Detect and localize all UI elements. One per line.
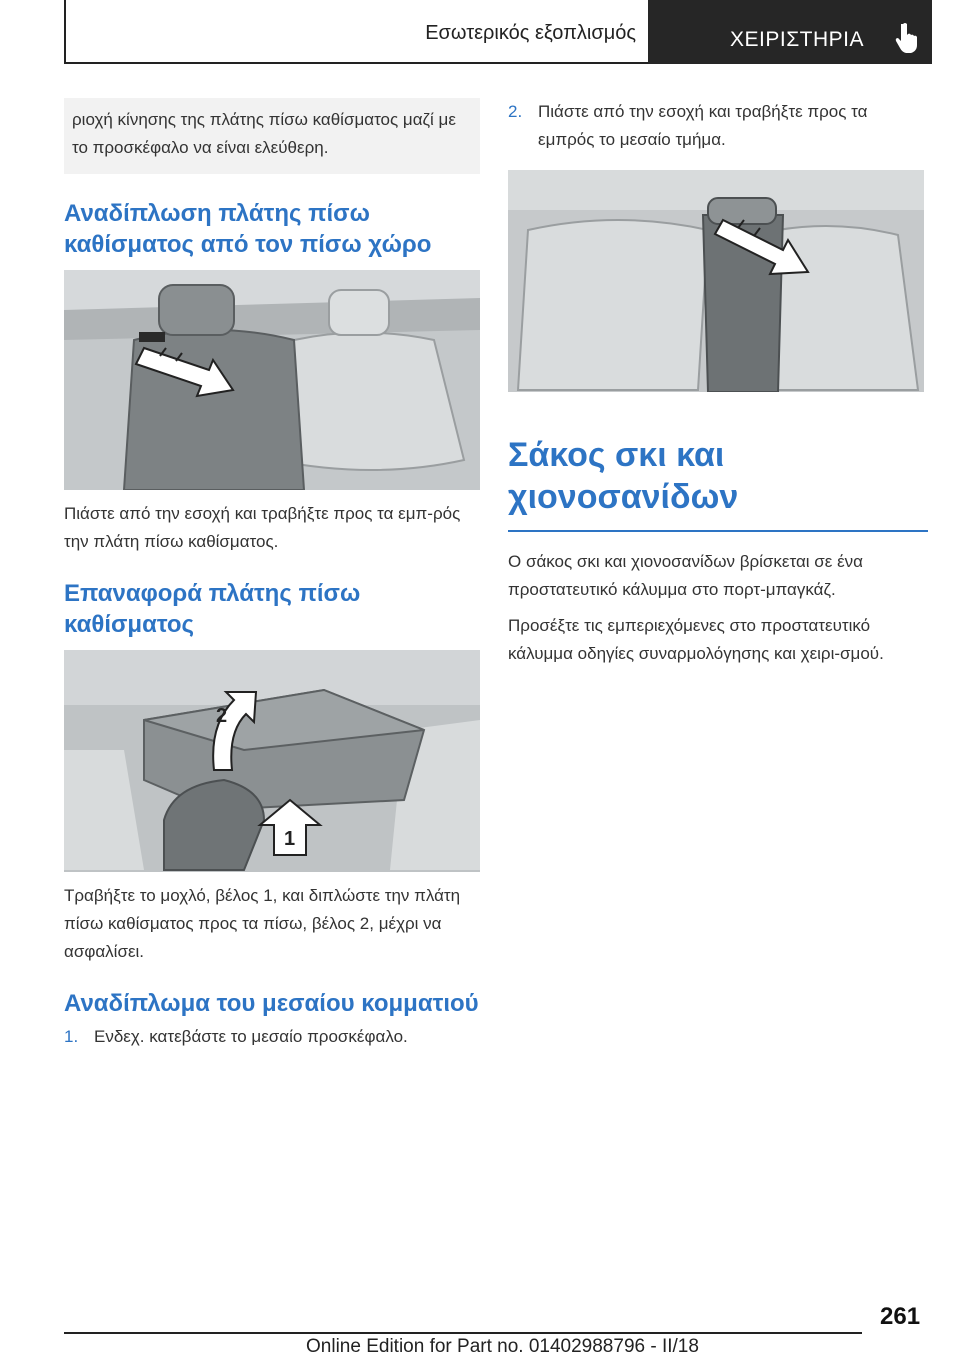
footer-divider xyxy=(64,1332,862,1334)
left-column xyxy=(64,98,480,1051)
header-manual-title: ΧΕΙΡΙΣΤΗΡΙΑ xyxy=(730,28,865,51)
right-column xyxy=(508,98,928,668)
footer-edition: Online Edition for Part no. 01402988796 - II/18 xyxy=(306,1336,699,1357)
list-item-step-1 xyxy=(64,1023,480,1051)
page-number: 261 xyxy=(880,1303,921,1330)
figure-label-arrow-1: 1 xyxy=(284,828,296,850)
paragraph-ski-bag-location: Ο σάκος σκι και χιονοσανίδων βρίσκεται σε ένα προστατευτικό κάλυμμα στο πορτ-μπαγκάζ. xyxy=(508,552,864,599)
photo-middle-section xyxy=(508,170,924,392)
paragraph-fold-backrest: Πιάστε από την εσοχή και τραβήξτε προς τα εμπ‐ρός την πλάτη πίσω καθίσματος. xyxy=(64,504,461,551)
heading-fold-backrest: Αναδίπλωση πλάτης πίσω καθίσματος από τον πίσω χώρο xyxy=(64,200,432,258)
list-item-step-2 xyxy=(508,98,928,154)
heading-restore-backrest: Επαναφορά πλάτης πίσω καθίσματος xyxy=(64,580,361,638)
step-number: 2. xyxy=(508,102,523,121)
heading-ski-bag-rule xyxy=(508,530,928,532)
pointing-hand-icon xyxy=(894,22,922,54)
header-divider-bottom xyxy=(64,62,648,64)
warning-note-continuation: ριοχή κίνησης της πλάτης πίσω καθίσματος μαζί με το προσκέφαλο να είναι ελεύθερη. xyxy=(64,98,480,174)
paragraph-restore-backrest: Τραβήξτε το μοχλό, βέλος 1, και διπλώστε την πλάτη πίσω καθίσματος προς τα πίσω, βέλος 2, μέχρι να ασφαλίσει. xyxy=(64,886,461,961)
step-text: Ενδεχ. κατεβάστε το μεσαίο προσκέφαλο. xyxy=(94,1027,408,1046)
header-section-title: Εσωτερικός εξοπλισμός xyxy=(425,22,636,44)
photo-restore-backrest xyxy=(64,650,480,872)
paragraph-ski-bag-instructions: Προσέξτε τις εμπεριεχόμενες στο προστατευτικό κάλυμμα οδηγίες συναρμολόγησης και χειρι‐σμού. xyxy=(508,616,884,663)
step-number: 1. xyxy=(64,1027,79,1046)
heading-ski-bag: Σάκος σκι και χιονοσανίδων xyxy=(508,436,739,516)
heading-fold-middle-section: Αναδίπλωμα του μεσαίου κομματιού xyxy=(64,990,479,1017)
figure-label-arrow-2: 2 xyxy=(216,705,228,727)
photo-fold-backrest xyxy=(64,270,480,490)
step-text: Πιάστε από την εσοχή και τραβήξτε προς τα εμπρός το μεσαίο τμήμα. xyxy=(538,102,868,149)
